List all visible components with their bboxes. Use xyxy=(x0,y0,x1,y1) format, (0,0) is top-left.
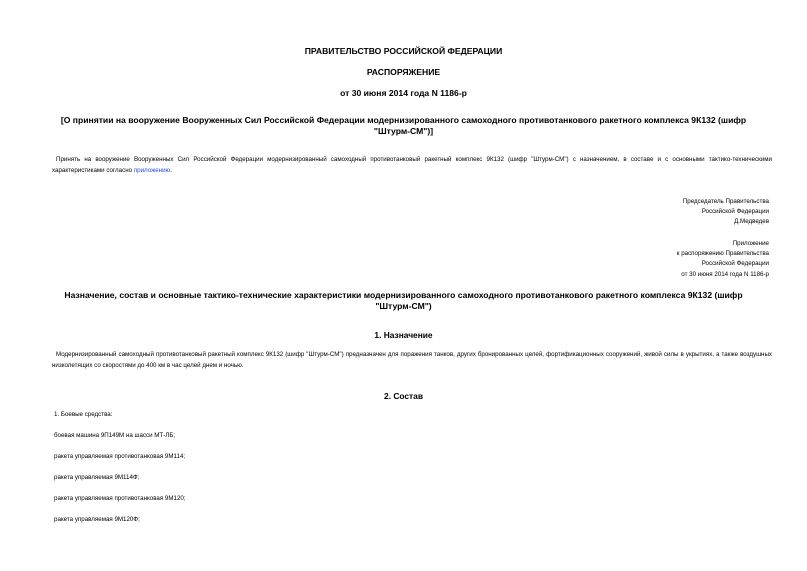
appendix-title: Назначение, состав и основные тактико-технические характеристики модернизированного самоходного противотанкового ракетного комплекса 9К132 (шифр "Штурм-СМ") xyxy=(64,290,743,311)
government-heading: ПРАВИТЕЛЬСТВО РОССИЙСКОЙ ФЕДЕРАЦИИ xyxy=(304,46,503,56)
section-1-paragraph: Модернизированный самоходный противотанковый ракетный комплекс 9К132 (шифр "Штурм-СМ") предназначен для поражения танков, других бронированных целей, фортификационных сооружений, живой силы в укрытиях, а также воздушных низколетящих со скоростями до 400 км в час целей днем и ночью. xyxy=(52,351,772,369)
document-type-heading: РАСПОРЯЖЕНИЕ xyxy=(366,67,441,77)
list-item: ракета управляемая 9М120Ф; xyxy=(54,516,140,523)
list-item: боевая машина 9П149М на шасси МТ-ЛБ; xyxy=(54,432,176,439)
appendix-ref-line3: Российской Федерации xyxy=(701,260,769,268)
intro-paragraph xyxy=(52,155,772,176)
signature-line-country: Российской Федерации xyxy=(701,208,769,216)
list-item: ракета управляемая 9М114Ф; xyxy=(54,474,140,481)
list-item: ракета управляемая противотанковая 9М120; xyxy=(54,495,186,502)
list-item: 1. Боевые средства: xyxy=(54,411,113,418)
appendix-ref-line1: Приложение xyxy=(732,240,769,247)
document-title: [О принятии на вооружение Вооруженных Сил Российской Федерации модернизированного самоходного противотанкового ракетного комплекса 9К132 (шифр "Штурм-СМ")] xyxy=(60,115,747,136)
appendix-ref-line4: от 30 июня 2014 года N 1186-р xyxy=(681,270,769,278)
section-1-heading: 1. Назначение xyxy=(374,330,433,340)
appendix-link[interactable]: приложению xyxy=(133,166,171,174)
document-date-number: от 30 июня 2014 года N 1186-р xyxy=(340,88,467,98)
appendix-reference-block xyxy=(529,239,769,280)
signature-block xyxy=(529,197,769,228)
signature-line-position: Председатель Правительства xyxy=(682,198,769,205)
appendix-ref-line2: к распоряжению Правительства xyxy=(676,250,769,258)
section-2-heading: 2. Состав xyxy=(384,391,423,401)
intro-text: Принять на вооружение Вооруженных Сил Российской Федерации модернизированный самоходный противотанковый ракетный комплекс 9К132 (шифр "Штурм-СМ") с назначением, в составе и с основными тактико-техническими характеристиками согласно xyxy=(52,156,772,174)
signature-line-name: Д.Медведев xyxy=(734,218,769,226)
intro-end: . xyxy=(170,166,172,174)
list-item: ракета управляемая противотанковая 9М114; xyxy=(54,453,186,460)
